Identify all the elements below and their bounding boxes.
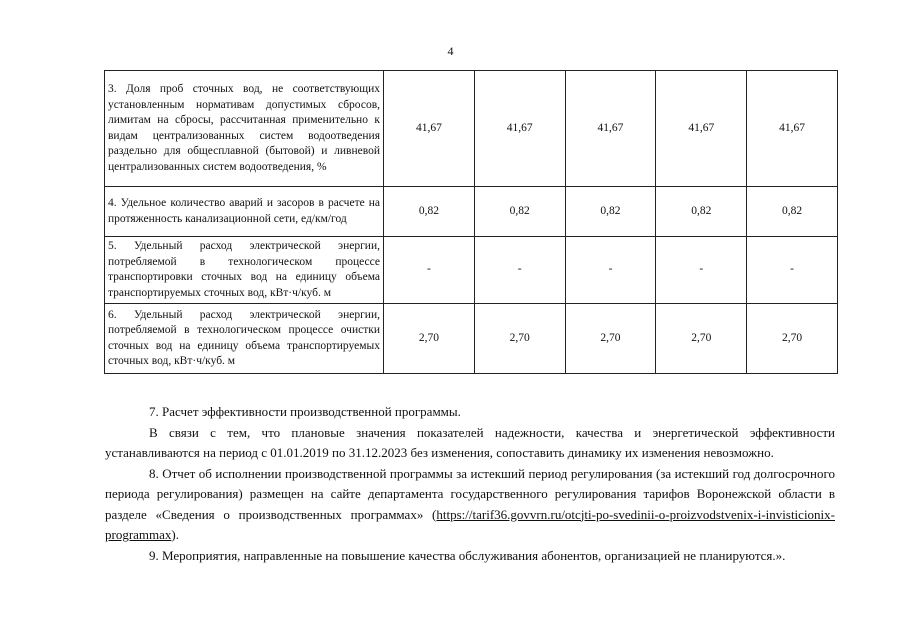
indicator-value: 2,70 <box>747 304 838 374</box>
indicator-value: 0,82 <box>565 187 656 237</box>
indicator-value: 0,82 <box>474 187 565 237</box>
indicator-name: 3. Доля проб сточных вод, не соответствующих установленным нормативам допустимых сбросов, лимитам на сбросы, рассчитанная применительно к видам централизованных систем водоотведения раздельно для общесплавной (бытовой) и ливневой централизованных систем водоотведения, % <box>105 71 384 187</box>
indicator-value: - <box>384 237 475 304</box>
indicator-name: 6. Удельный расход электрической энергии, потребляемой в технологическом процессе очистки сточных вод на единицу объема транспортируемых сточных вод, кВт·ч/куб. м <box>105 304 384 374</box>
indicator-value: 41,67 <box>384 71 475 187</box>
indicator-value: 41,67 <box>747 71 838 187</box>
indicator-value: 2,70 <box>474 304 565 374</box>
indicator-value: 0,82 <box>656 187 747 237</box>
table-row <box>105 71 838 187</box>
paragraph-8-text: 8. Отчет об исполнении производственной программы за истекший период регулирования (за истекший год долгосрочного периода регулирования) размещен на сайте департамента государственного регулирования тарифов Воронежской области в разделе «Сведения о производственных программах» ( <box>105 465 835 522</box>
indicator-value: 2,70 <box>384 304 475 374</box>
table-row <box>105 304 838 374</box>
page-number: 4 <box>447 44 454 58</box>
indicator-value: - <box>747 237 838 304</box>
indicator-value: 0,82 <box>384 187 475 237</box>
paragraph-8-end: ). <box>171 527 180 542</box>
body-text <box>105 402 835 566</box>
indicator-value: 0,82 <box>747 187 838 237</box>
indicator-name: 4. Удельное количество аварий и засоров в расчете на протяженность канализационной сети, ед/км/год <box>105 187 384 237</box>
indicator-value: 2,70 <box>656 304 747 374</box>
paragraph-7-heading: 7. Расчет эффективности производственной программы. <box>149 404 461 419</box>
tariff-site-link[interactable]: https://tarif36.govvrn.ru/otcjti-po-svedinii-o-proizvodstvenix-i-invisticionix-programmax <box>105 506 835 542</box>
paragraph-9: 9. Мероприятия, направленные на повышение качества обслуживания абонентов, организацией не планируются.». <box>149 547 786 563</box>
table-row <box>105 187 838 237</box>
indicator-value: 41,67 <box>474 71 565 187</box>
paragraph-7-body: В связи с тем, что плановые значения показателей надежности, качества и энергетической эффективности устанавливаются на период с 01.01.2019 по 31.12.2023 без изменения, сопоставить динамику их изменения невозможно. <box>105 424 835 460</box>
indicator-value: 2,70 <box>565 304 656 374</box>
indicator-value: 41,67 <box>565 71 656 187</box>
indicator-value: - <box>474 237 565 304</box>
indicator-name: 5. Удельный расход электрической энергии, потребляемой в технологическом процессе транспортировки сточных вод на единицу объема транспортируемых сточных вод, кВт·ч/куб. м <box>105 237 384 304</box>
indicator-value: - <box>565 237 656 304</box>
table-row <box>105 237 838 304</box>
indicators-table <box>104 70 838 374</box>
indicator-value: - <box>656 237 747 304</box>
indicator-value: 41,67 <box>656 71 747 187</box>
paragraph-8 <box>105 464 835 546</box>
